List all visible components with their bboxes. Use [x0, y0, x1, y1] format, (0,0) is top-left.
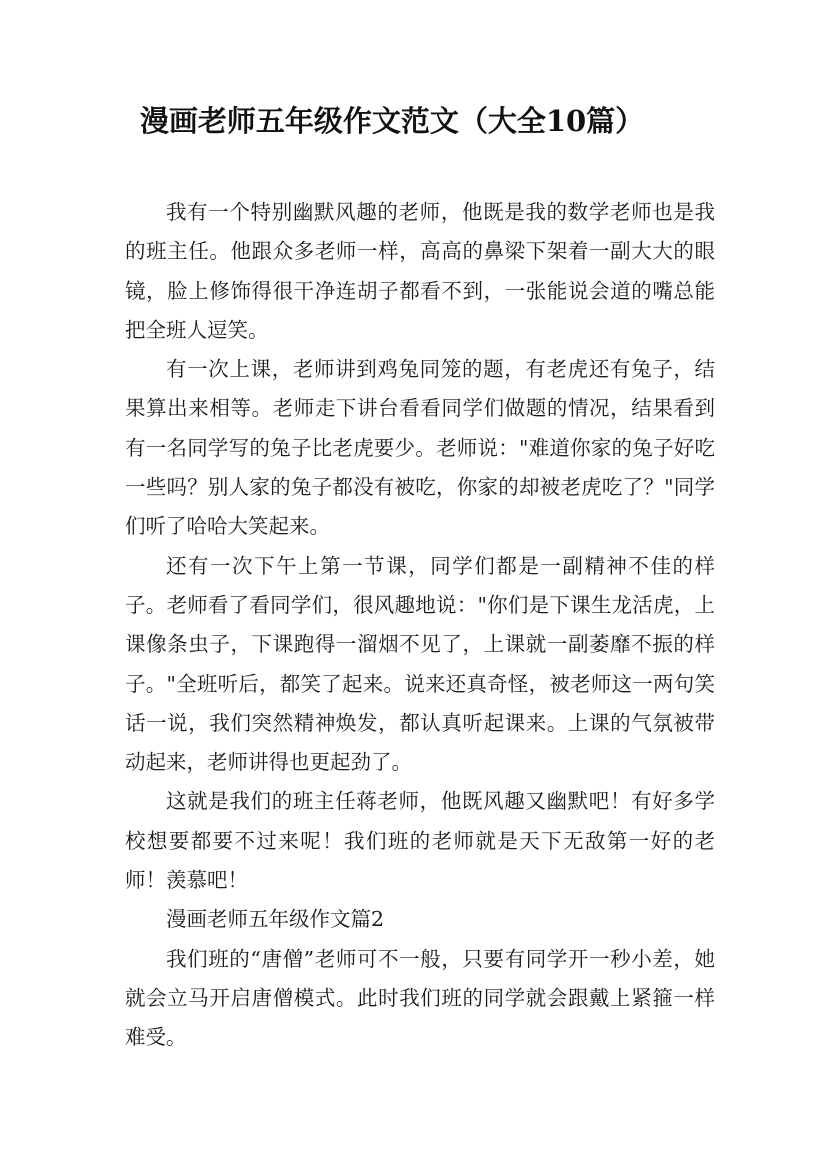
- paragraph-5: 我们班的“唐僧”老师可不一般，只要有同学开一秒小差，她就会立马开启唐僧模式。此时我们班的同学就会跟戴上紧箍一样难受。: [125, 946, 715, 1050]
- paragraph-2: 有一次上课，老师讲到鸡兔同笼的题，有老虎还有兔子，结果算出来相等。老师走下讲台看看同学们做题的情况，结果看到有一名同学写的兔子比老虎要少。老师说："难道你家的兔子好吃一些吗？别人家的兔子都没有被吃，你家的却被老虎吃了？"同学们听了哈哈大笑起来。: [125, 357, 715, 539]
- paragraph-1: 我有一个特别幽默风趣的老师，他既是我的数学老师也是我的班主任。他跟众多老师一样，高高的鼻梁下架着一副大大的眼镜，脸上修饰得很干净连胡子都看不到，一张能说会道的嘴总能把全班人逗笑。: [125, 200, 715, 342]
- document-title: 漫画老师五年级作文范文（大全10篇）: [139, 104, 645, 138]
- section-heading-2: 漫画老师五年级作文篇2: [166, 907, 385, 932]
- document-body: [125, 193, 715, 1058]
- paragraph-3: 还有一次下午上第一节课，同学们都是一副精神不佳的样子。老师看了看同学们，很风趣地说："你们是下课生龙活虎，上课像条虫子，下课跑得一溜烟不见了，上课就一副萎靡不振的样子。"全班听后，都笑了起来。说来还真奇怪，被老师这一两句笑话一说，我们突然精神焕发，都认真听起课来。上课的气氛被带动起来，老师讲得也更起劲了。: [125, 553, 715, 775]
- paragraph-4: 这就是我们的班主任蒋老师，他既风趣又幽默吧！有好多学校想要都要不过来呢！我们班的老师就是天下无敌第一好的老师！羡慕吧！: [125, 789, 715, 893]
